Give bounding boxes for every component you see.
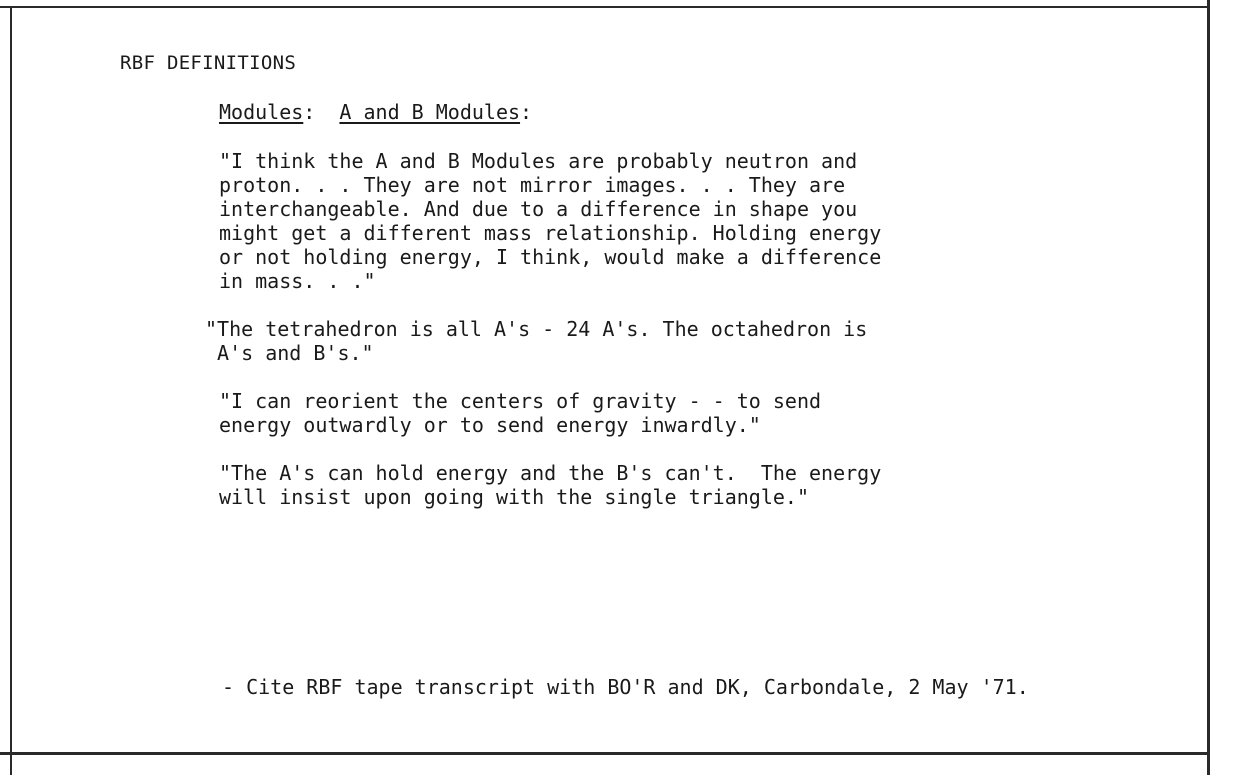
heading-sub-label: A and B Modules (339, 100, 521, 124)
heading-separator: : (303, 100, 340, 124)
citation: - Cite RBF tape transcript with BO'R and DK, Carbondale, 2 May '71. (222, 675, 1029, 699)
section-heading (219, 100, 532, 124)
document-title: RBF DEFINITIONS (120, 52, 297, 74)
heading-label: Modules (219, 100, 304, 124)
top-border (0, 6, 1210, 8)
right-border (1207, 0, 1210, 775)
heading-end: : (520, 100, 533, 124)
quote-paragraph-1: "I think the A and B Modules are probably neutron and proton. . . They are not mirror images. . . They are interchangeable. And due to a difference in shape you might get a different mass relationship. Holding energy or not holding energy, I think, would make a difference in mass. . ." (219, 149, 882, 293)
quote-paragraph-3: "I can reorient the centers of gravity - - to send energy outwardly or to send energy inwardly." (219, 389, 822, 437)
left-border (10, 6, 12, 775)
quote-paragraph-2: "The tetrahedron is all A's - 24 A's. The octahedron is A's and B's." (205, 317, 868, 365)
quote-paragraph-4: "The A's can hold energy and the B's can't. The energy will insist upon going with the single triangle." (219, 461, 882, 509)
bottom-border (0, 752, 1210, 755)
